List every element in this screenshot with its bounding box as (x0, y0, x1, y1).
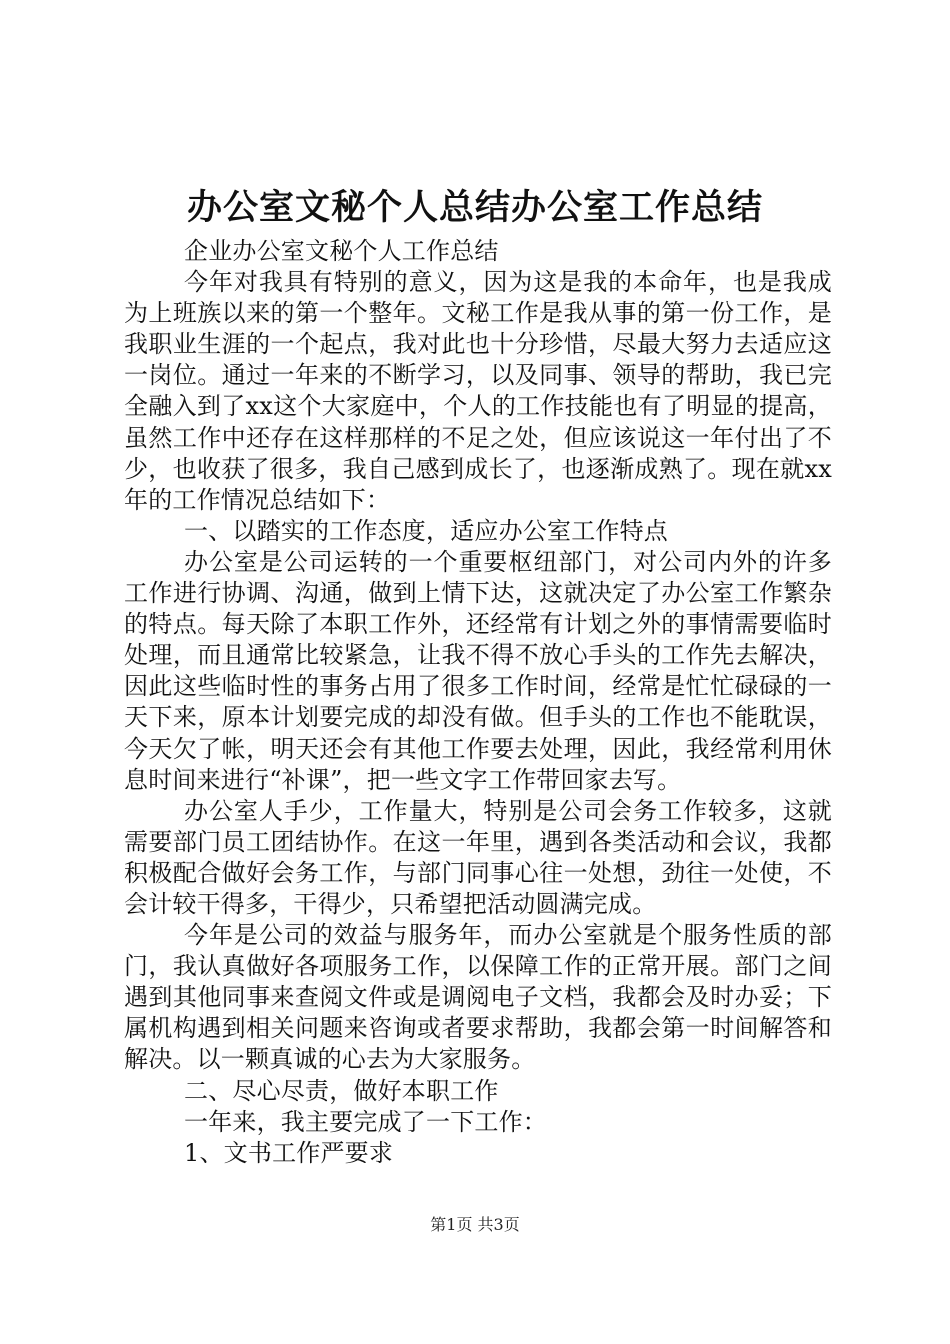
body-paragraph: 办公室是公司运转的一个重要枢纽部门，对公司内外的许多工作进行协调、沟通，做到上情下达，这就决定了办公室工作繁杂的特点。每天除了本职工作外，还经常有计划之外的事情需要临时处理，而且通常比较紧急，让我不得不放心手头的工作先去解决，因此这些临时性的事务占用了很多工作时间，经常是忙忙碌碌的一天下来，原本计划要完成的却没有做。但手头的工作也不能耽误，今天欠了帐，明天还会有其他工作要去处理，因此，我经常利用休息时间来进行“补课”，把一些文字工作带回家去写。 (124, 547, 832, 794)
document-body (124, 236, 832, 1169)
body-paragraph: 今年对我具有特别的意义，因为这是我的本命年，也是我成为上班族以来的第一个整年。文秘工作是我从事的第一份工作，是我职业生涯的一个起点，我对此也十分珍惜，尽最大努力去适应这一岗位。通过一年来的不断学习，以及同事、领导的帮助，我已完全融入到了xx这个大家庭中，个人的工作技能也有了明显的提高，虽然工作中还存在这样那样的不足之处，但应该说这一年付出了不少，也收获了很多，我自己感到成长了，也逐渐成熟了。现在就xx年的工作情况总结如下： (124, 268, 832, 514)
page-number-footer: 第1页 共3页 (430, 1215, 520, 1234)
body-paragraph: 办公室人手少，工作量大，特别是公司会务工作较多，这就需要部门员工团结协作。在这一年里，遇到各类活动和会议，我都积极配合做好会务工作，与部门同事心往一处想，劲往一处使，不会计较干得多，干得少，只希望把活动圆满完成。 (124, 796, 832, 918)
section-heading: 一、以踏实的工作态度，适应办公室工作特点 (184, 516, 668, 545)
subsection-heading: 1、文书工作严要求 (184, 1138, 394, 1167)
body-paragraph: 企业办公室文秘个人工作总结 (184, 237, 499, 265)
document-title: 办公室文秘个人总结办公室工作总结 (186, 187, 763, 228)
body-paragraph: 今年是公司的效益与服务年，而办公室就是个服务性质的部门，我认真做好各项服务工作，以保障工作的正常开展。部门之间遇到其他同事来查阅文件或是调阅电子文档，我都会及时办妥；下属机构遇到相关问题来咨询或者要求帮助，我都会第一时间解答和解决。以一颗真诚的心去为大家服务。 (124, 921, 832, 1074)
section-heading: 二、尽心尽责，做好本职工作 (184, 1076, 499, 1105)
body-paragraph: 一年来，我主要完成了一下工作： (184, 1107, 547, 1136)
